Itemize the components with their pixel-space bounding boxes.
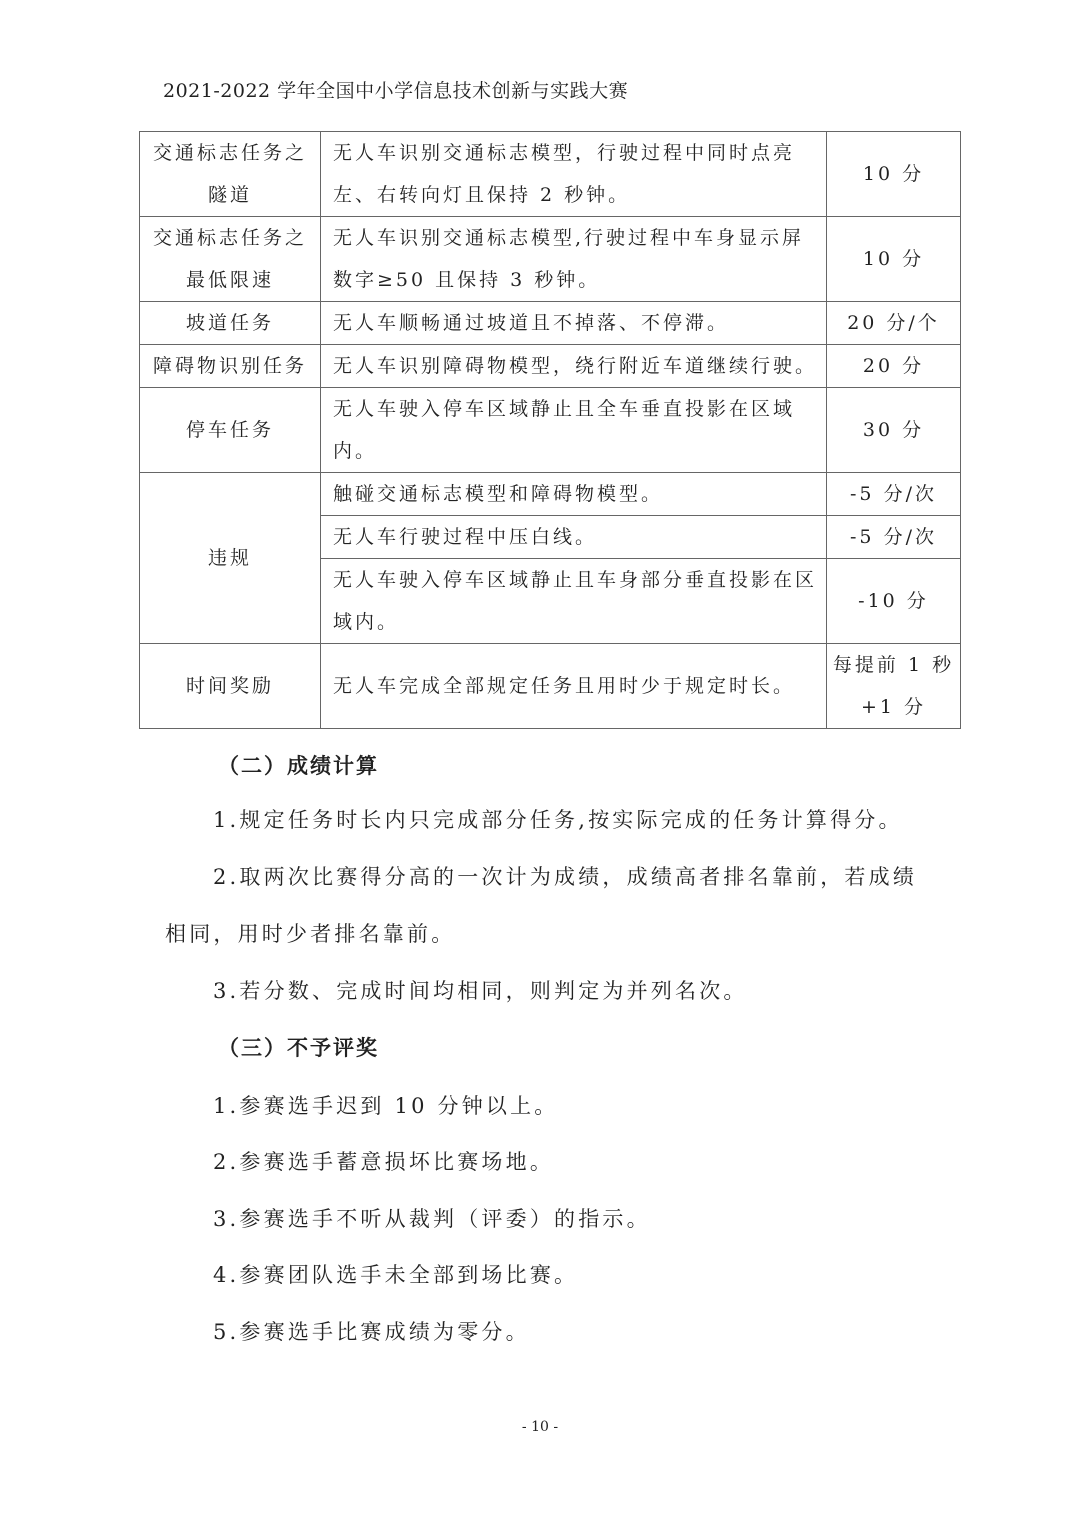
table-row-violation [140,473,961,516]
description-cell: 触碰交通标志模型和障碍物模型。 [321,473,827,516]
description-cell: 无人车识别交通标志模型,行驶过程中车身显示屏数字≥50 且保持 3 秒钟。 [321,217,827,302]
task-label-line: 交通标志任务之 [152,142,307,164]
table-row [140,217,961,302]
score-cell: 10 分 [827,217,961,302]
score-cell: 10 分 [827,132,961,217]
score-cell: 30 分 [827,388,961,473]
table-row [140,388,961,473]
score-cell: -10 分 [827,559,961,644]
paragraph: 3.若分数、完成时间均相同，则判定为并列名次。 [213,979,748,1003]
task-label-line: 最低限速 [185,269,274,291]
task-label-line: 隧道 [207,184,252,206]
table-row [140,132,961,217]
score-cell: 20 分/个 [827,302,961,345]
task-cell [140,217,321,302]
task-cell [140,132,321,217]
scoring-table [139,131,961,729]
paragraph: 2.取两次比赛得分高的一次计为成绩，成绩高者排名靠前，若成绩相同，用时少者排名靠前。 [165,865,918,946]
table-row-time-bonus [140,644,961,729]
section-heading-score-calculation: （二）成绩计算 [218,754,379,778]
task-label-line: 交通标志任务之 [152,227,307,249]
table-row [140,302,961,345]
page-number: - 10 - [521,1419,559,1435]
description-cell: 无人车识别交通标志模型，行驶过程中同时点亮左、右转向灯且保持 2 秒钟。 [321,132,827,217]
list-item: 4.参赛团队选手未全部到场比赛。 [213,1263,579,1287]
task-cell: 时间奖励 [140,644,321,729]
score-line: +1 分 [860,696,927,718]
task-cell: 停车任务 [140,388,321,473]
list-item: 3.参赛选手不听从裁判（评委）的指示。 [213,1207,651,1231]
score-line: 每提前 1 秒 [832,654,955,676]
score-cell: 20 分 [827,345,961,388]
description-cell: 无人车顺畅通过坡道且不掉落、不停滞。 [321,302,827,345]
task-cell: 坡道任务 [140,302,321,345]
description-cell: 无人车驶入停车区域静止且全车垂直投影在区域内。 [321,388,827,473]
task-cell: 障碍物识别任务 [140,345,321,388]
list-item: 2.参赛选手蓄意损坏比赛场地。 [213,1150,555,1174]
paragraph: 1.规定任务时长内只完成部分任务,按实际完成的任务计算得分。 [213,808,903,832]
document-header: 2021-2022 学年全国中小学信息技术创新与实践大赛 [163,80,629,102]
table-row [140,345,961,388]
list-item: 1.参赛选手迟到 10 分钟以上。 [213,1094,559,1118]
description-cell: 无人车行驶过程中压白线。 [321,516,827,559]
description-cell: 无人车识别障碍物模型，绕行附近车道继续行驶。 [321,345,827,388]
description-cell: 无人车完成全部规定任务且用时少于规定时长。 [321,644,827,729]
score-cell [827,644,961,729]
description-cell: 无人车驶入停车区域静止且车身部分垂直投影在区域内。 [321,559,827,644]
section-heading-no-award: （三）不予评奖 [218,1036,379,1060]
score-cell: -5 分/次 [827,516,961,559]
list-item: 5.参赛选手比赛成绩为零分。 [213,1320,530,1344]
violation-task-cell: 违规 [140,473,321,644]
score-cell: -5 分/次 [827,473,961,516]
